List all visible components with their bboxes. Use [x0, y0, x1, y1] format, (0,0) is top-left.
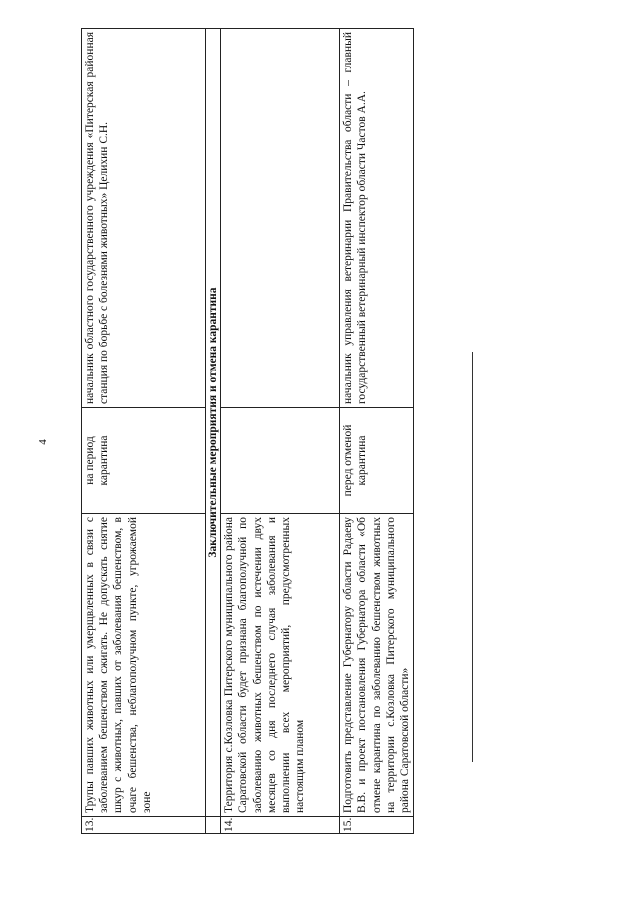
measure-cell: Трупы павших животных или умерщвленных в связи с заболеванием бешенством сжигать. Не допускать снятие шкур с животных, павших от заболевания бешенством, в очаге бешенства, неблагополучном пункте, угрожаемой зоне: [82, 514, 206, 817]
measure-cell: Территория с.Козловка Питерского муниципального района Саратовской области будет признана благополучной по заболеванию животных бешенством по истечении двух месяцев со дня последнего случая заболевания и выполнении всех мероприятий, предусмотренных настоящим планом: [221, 514, 340, 817]
signature-line: [472, 352, 473, 762]
section-number-cell: [206, 817, 221, 834]
row-number: 15.: [340, 817, 414, 834]
responsible-cell: [221, 29, 340, 408]
section-row: [206, 29, 221, 834]
measure-cell: Подготовить представление Губернатору области Радаеву В.В. и проект постановления Губернатора области «Об отмене карантина по заболеванию бешенством животных на территории с.Козловка Питерского муниципального района Саратовской области»: [340, 514, 414, 817]
responsible-cell: начальник управления ветеринарии Правительства области – главный государственный ветеринарный инспектор области Частов А.А.: [340, 29, 414, 408]
term-cell: на период карантина: [82, 408, 206, 514]
table-row: [340, 29, 414, 834]
row-number: 14.: [221, 817, 340, 834]
section-title: Заключительные мероприятия и отмена карантина: [206, 29, 221, 817]
table-row: [221, 29, 340, 834]
row-number: 13.: [82, 817, 206, 834]
page-number: 4: [36, 439, 49, 445]
table-wrapper: [81, 29, 412, 834]
responsible-cell: начальник областного государственного учреждения «Питерская районная станция по борьбе с болезнями животных» Целихин С.Н.: [82, 29, 206, 408]
measures-table: [81, 28, 414, 834]
rotated-table-area: [81, 29, 412, 834]
term-cell: [221, 408, 340, 514]
table-row: [82, 29, 206, 834]
term-cell: перед отменой карантина: [340, 408, 414, 514]
